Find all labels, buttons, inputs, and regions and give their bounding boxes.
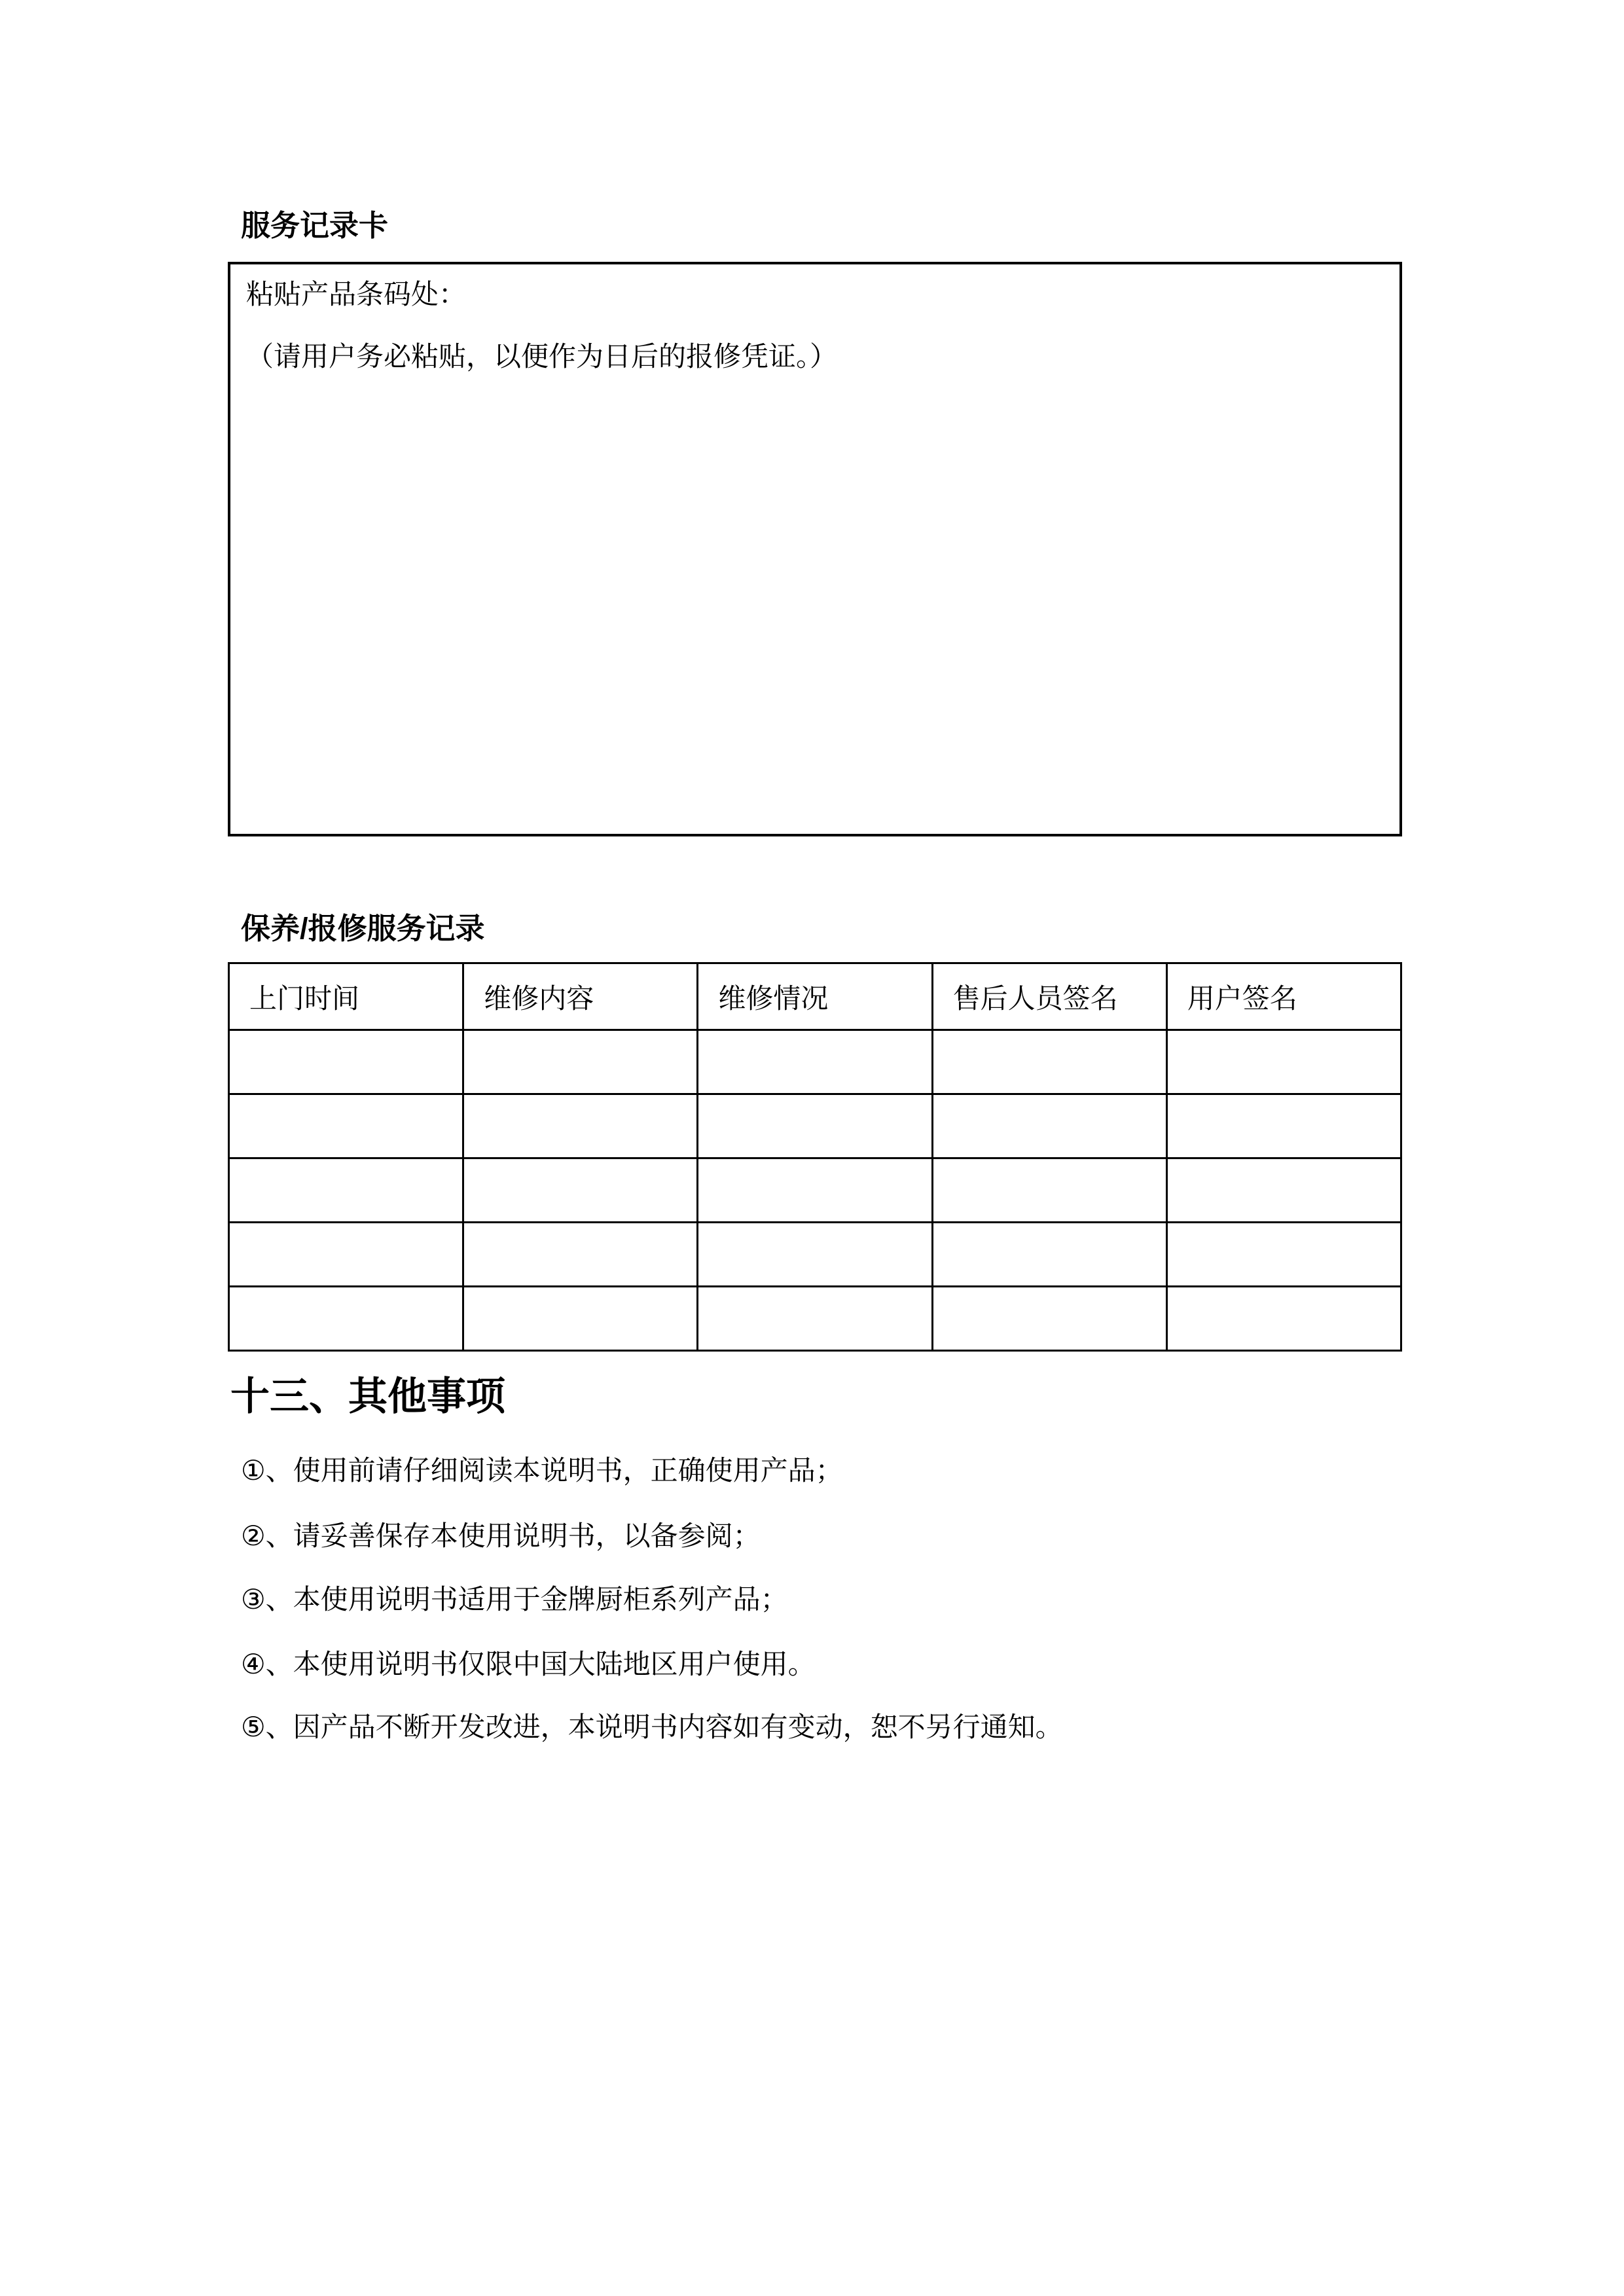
- column-header-staff-signature: 售后人员签名: [932, 963, 1166, 1030]
- table-cell: [1166, 1094, 1401, 1158]
- barcode-box-note: （请用户务必粘贴，以便作为日后的报修凭证。）: [246, 340, 838, 372]
- table-cell: [463, 1158, 698, 1223]
- table-cell: [463, 1223, 698, 1287]
- table-cell: [463, 1094, 698, 1158]
- service-record-title: 保养/报修服务记录: [241, 912, 485, 945]
- column-header-visit-time: 上门时间: [229, 963, 463, 1030]
- table-cell: [229, 1158, 463, 1223]
- column-header-repair-content: 维修内容: [463, 963, 698, 1030]
- barcode-paste-box: [228, 262, 1402, 836]
- table-cell: [698, 1158, 932, 1223]
- other-matters-title: 十三、其他事项: [230, 1374, 505, 1418]
- table-cell: [229, 1030, 463, 1094]
- service-card-title: 服务记录卡: [241, 209, 389, 242]
- table-cell: [698, 1094, 932, 1158]
- barcode-box-label: 粘贴产品条码处：: [246, 279, 467, 310]
- table-row: [229, 1094, 1401, 1158]
- table-row: [229, 1287, 1401, 1351]
- service-record-table: [228, 962, 1402, 1352]
- other-matters-item-5: ⑤、因产品不断开发改进，本说明书内容如有变动，恕不另行通知。: [241, 1712, 1063, 1742]
- table-cell: [1166, 1287, 1401, 1351]
- table-cell: [1166, 1223, 1401, 1287]
- table-cell: [698, 1030, 932, 1094]
- other-matters-item-3: ③、本使用说明书适用于金牌厨柜系列产品；: [241, 1584, 788, 1615]
- table-cell: [229, 1094, 463, 1158]
- table-cell: [229, 1287, 463, 1351]
- table-cell: [698, 1223, 932, 1287]
- table-row: [229, 1158, 1401, 1223]
- table-cell: [932, 1223, 1166, 1287]
- table-cell: [463, 1030, 698, 1094]
- column-header-user-signature: 用户签名: [1166, 963, 1401, 1030]
- table-cell: [932, 1287, 1166, 1351]
- table-cell: [932, 1030, 1166, 1094]
- table-cell: [932, 1094, 1166, 1158]
- table-cell: [1166, 1030, 1401, 1094]
- table-cell: [1166, 1158, 1401, 1223]
- other-matters-item-2: ②、请妥善保存本使用说明书，以备参阅；: [241, 1520, 761, 1551]
- table-cell: [463, 1287, 698, 1351]
- table-row: [229, 1030, 1401, 1094]
- table-cell: [698, 1287, 932, 1351]
- column-header-repair-status: 维修情况: [698, 963, 932, 1030]
- table-header-row: [229, 963, 1401, 1030]
- table-cell: [932, 1158, 1166, 1223]
- other-matters-item-4: ④、本使用说明书仅限中国大陆地区用户使用。: [241, 1649, 816, 1679]
- other-matters-item-1: ①、使用前请仔细阅读本说明书，正确使用产品；: [241, 1455, 843, 1486]
- table-row: [229, 1223, 1401, 1287]
- table-cell: [229, 1223, 463, 1287]
